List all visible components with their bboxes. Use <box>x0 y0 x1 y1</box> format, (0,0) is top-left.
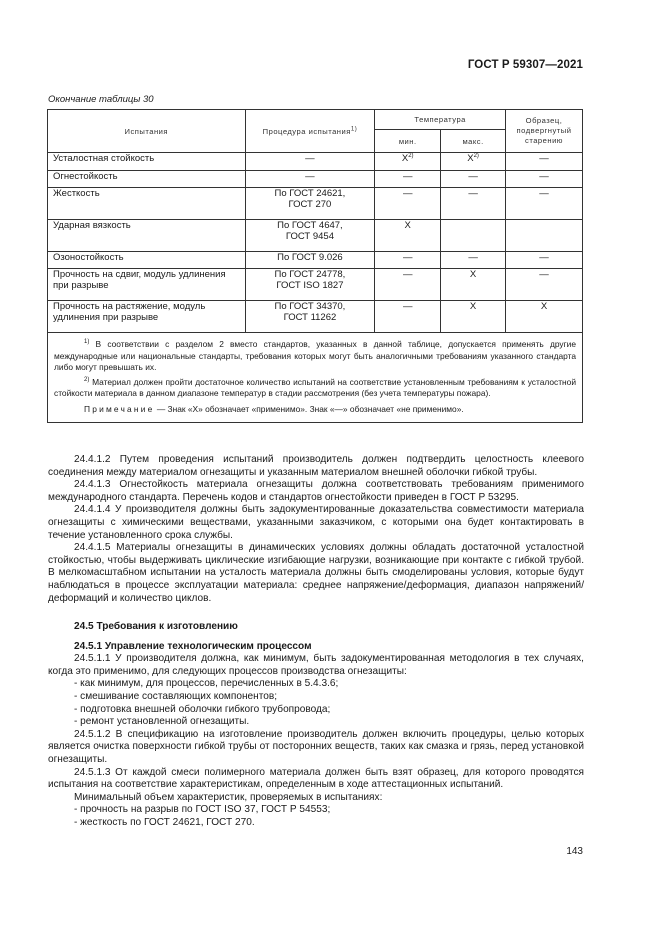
cell-test <box>48 188 246 220</box>
paragraph-24-4-1-5: 24.4.1.5 Материалы огнезащиты в динамических условиях должны обладать достаточной усталостной стойкостью, чтобы выдерживать циклические изгибающие нагрузки, возникающие при контакте с гибкой трубой. В мелкомасштабном испытании на усталость материала должны быть смоделированы условия, которые будут наблюдаться в процессе эксплуатации материала: среднее напряжение/деформация, диапазон напряжений/деформаций и количество циклов. <box>48 542 584 604</box>
cell-procedure <box>245 269 375 301</box>
cell-aged-text: X <box>540 301 548 312</box>
cell-max-text: — <box>468 252 478 263</box>
cell-min <box>375 188 441 220</box>
cell-aged <box>506 269 583 301</box>
table-note: Примечание — Знак «X» обозначает «применимо». Знак «—» обозначает «не применимо». <box>84 403 464 414</box>
list-item: - как минимум, для процессов, перечисленных в 5.4.3.6; <box>74 678 339 690</box>
cell-aged <box>506 220 583 252</box>
cell-aged-text: — <box>539 153 549 164</box>
cell-procedure <box>245 188 375 220</box>
page-number: 143 <box>566 846 583 857</box>
list-item: - ремонт установленной огнезащиты. <box>74 716 250 728</box>
cell-test-text: Прочность на сдвиг, модуль удлинения при разрыве <box>53 269 226 291</box>
cell-aged <box>506 252 583 269</box>
cell-aged <box>506 153 583 171</box>
table-row <box>48 220 583 252</box>
cell-max-text: — <box>468 188 478 199</box>
cell-min <box>375 171 441 188</box>
cell-procedure-text: — <box>305 153 315 164</box>
paragraph-24-4-1-4: 24.4.1.4 У производителя должны быть задокументированные доказательства совместимости материала огнезащиты с химическими веществами, указанными заказчиком, с которыми она будет контактировать в течение установленного срока службы. <box>48 504 584 541</box>
cell-max-footnote-mark: 2) <box>473 152 479 159</box>
cell-max-text: — <box>468 171 478 182</box>
table-row <box>48 269 583 301</box>
cell-max <box>441 269 506 301</box>
document-header: ГОСТ Р 59307—2021 <box>467 59 583 71</box>
cell-max <box>441 188 506 220</box>
cell-procedure-text: По ГОСТ 4647, ГОСТ 9454 <box>277 220 343 242</box>
table-row <box>48 252 583 269</box>
cell-min <box>375 252 441 269</box>
list-item: - жесткость по ГОСТ 24621, ГОСТ 270. <box>74 816 255 828</box>
cell-procedure <box>245 301 375 333</box>
cell-max <box>441 220 506 252</box>
paragraph-24-4-1-3: 24.4.1.3 Огнестойкость материала огнезащиты должна соответствовать требованиям применимого международного стандарта. Перечень кодов и стандартов огнестойкости приведен в ГОСТ Р 53295. <box>48 479 584 503</box>
cell-test-text: Прочность на растяжение, модуль удлинения при разрыве <box>53 301 206 323</box>
table-row <box>48 171 583 188</box>
cell-min <box>375 269 441 301</box>
cell-procedure-text: По ГОСТ 9.026 <box>277 252 343 263</box>
cell-test <box>48 269 246 301</box>
cell-procedure <box>245 220 375 252</box>
cell-min-text: — <box>402 171 413 182</box>
cell-aged <box>506 301 583 333</box>
section-24-5 <box>48 621 584 830</box>
cell-aged <box>506 171 583 188</box>
table-caption: Окончание таблицы 30 <box>48 94 154 105</box>
paragraph-min-characteristics: Минимальный объем характеристик, проверяемых в испытаниях: <box>74 791 383 803</box>
paragraph-24-5-1-3: 24.5.1.3 От каждой смеси полимерного материала должен быть взят образец, для которого проводятся испытания на соответствие характеристикам, определенным в ходе аттестационных испытаний. <box>48 766 584 791</box>
cell-max <box>441 171 506 188</box>
cell-min-text: — <box>402 269 413 280</box>
cell-min-text: — <box>402 252 413 263</box>
cell-min-text: X <box>401 153 409 164</box>
tests-table <box>47 109 583 423</box>
footnote-1: $^{1)}$ В соответствии с разделом 2 вместо стандартов, указанных в данной таблице, допускается применять другие международные или национальные стандарты, требования которых могут быть аналогичными требованиям указанного стандарта либо могут превышать их. <box>54 339 576 372</box>
cell-procedure-text: — <box>305 171 315 182</box>
heading-24-5: 24.5 Требования к изготовлению <box>74 621 238 632</box>
cell-test-text: Озоностойкость <box>53 252 124 263</box>
header-max: макс. <box>441 130 506 153</box>
characteristics-list <box>48 804 584 829</box>
cell-test-text: Жесткость <box>53 188 100 199</box>
header-tests: Испытания <box>48 110 246 153</box>
paragraph-24-4-1-2: 24.4.1.2 Путем проведения испытаний производитель должен подтвердить целостность клеевого соединения между материалом огнезащиты и указанным материалом внешней оболочки гибкой трубы. <box>48 454 584 478</box>
header-min: мин. <box>375 130 441 153</box>
cell-test <box>48 301 246 333</box>
cell-procedure-text: По ГОСТ 24778, ГОСТ ISO 1827 <box>274 269 346 291</box>
footnote-2: $^{2)}$ Материал должен пройти достаточное количество испытаний на соответствие установленным требованиям к усталостной стойкости материала в данном диапазоне температур в стадии рассмотрения (без учета температуры пожара). <box>54 376 577 398</box>
paragraph-24-5-1-2: 24.5.1.2 В спецификацию на изготовление производитель должен включить процедуры, целью которых является очистка поверхности гибкой трубы от посторонних веществ, таких как смазка и грязь, перед установкой огнезащиты. <box>48 728 584 765</box>
cell-procedure-text: По ГОСТ 24621, ГОСТ 270 <box>274 188 346 210</box>
cell-procedure <box>245 252 375 269</box>
cell-test <box>48 252 246 269</box>
cell-max <box>441 301 506 333</box>
cell-test <box>48 220 246 252</box>
cell-test <box>48 153 246 171</box>
cell-aged <box>506 188 583 220</box>
process-list <box>48 678 584 728</box>
cell-test-text: Ударная вязкость <box>53 220 131 231</box>
cell-max-text: X <box>469 301 477 312</box>
cell-min <box>375 220 441 252</box>
cell-procedure-text: По ГОСТ 34370, ГОСТ 11262 <box>274 301 346 323</box>
heading-24-5-1: 24.5.1 Управление технологическим процессом <box>74 640 312 652</box>
cell-max-text: X <box>469 269 477 280</box>
cell-procedure <box>245 171 375 188</box>
list-item: - подготовка внешней оболочки гибкого трубопровода; <box>74 703 331 715</box>
cell-min-text: X <box>404 220 411 231</box>
cell-aged-text: — <box>539 188 549 199</box>
cell-max-text: X <box>467 153 474 164</box>
cell-aged-text: — <box>539 171 549 182</box>
cell-aged-text: — <box>539 269 549 280</box>
header-temperature: Температура <box>375 110 506 130</box>
section-24-4 <box>48 454 584 605</box>
cell-aged-text: — <box>539 252 549 263</box>
cell-test-text: Огнестойкость <box>53 171 118 182</box>
cell-min-text: — <box>402 188 413 199</box>
cell-min <box>375 301 441 333</box>
cell-max <box>441 153 506 171</box>
table-row <box>48 153 583 171</box>
cell-test <box>48 171 246 188</box>
cell-min <box>375 153 441 171</box>
cell-test-text: Усталостная стойкость <box>53 153 155 164</box>
table-row <box>48 301 583 333</box>
table-row <box>48 188 583 220</box>
cell-min-footnote-mark: 2) <box>408 152 414 159</box>
list-item: - смешивание составляющих компонентов; <box>74 690 278 702</box>
cell-max <box>441 252 506 269</box>
header-procedure: Процедура испытания$^{1)}$ <box>245 110 375 153</box>
cell-procedure <box>245 153 375 171</box>
table-footnotes <box>48 333 583 423</box>
cell-min-text: — <box>402 301 413 312</box>
paragraph-24-5-1-1: 24.5.1.1 У производителя должна, как минимум, быть задокументированная методология в тех случаях, когда это применимо, для следующих процессов производства огнезащиты: <box>48 653 584 677</box>
header-aged: Образец, подвергнутый старению <box>506 110 583 153</box>
list-item: - прочность на разрыв по ГОСТ ISO 37, ГОСТ Р 54553; <box>74 804 331 816</box>
